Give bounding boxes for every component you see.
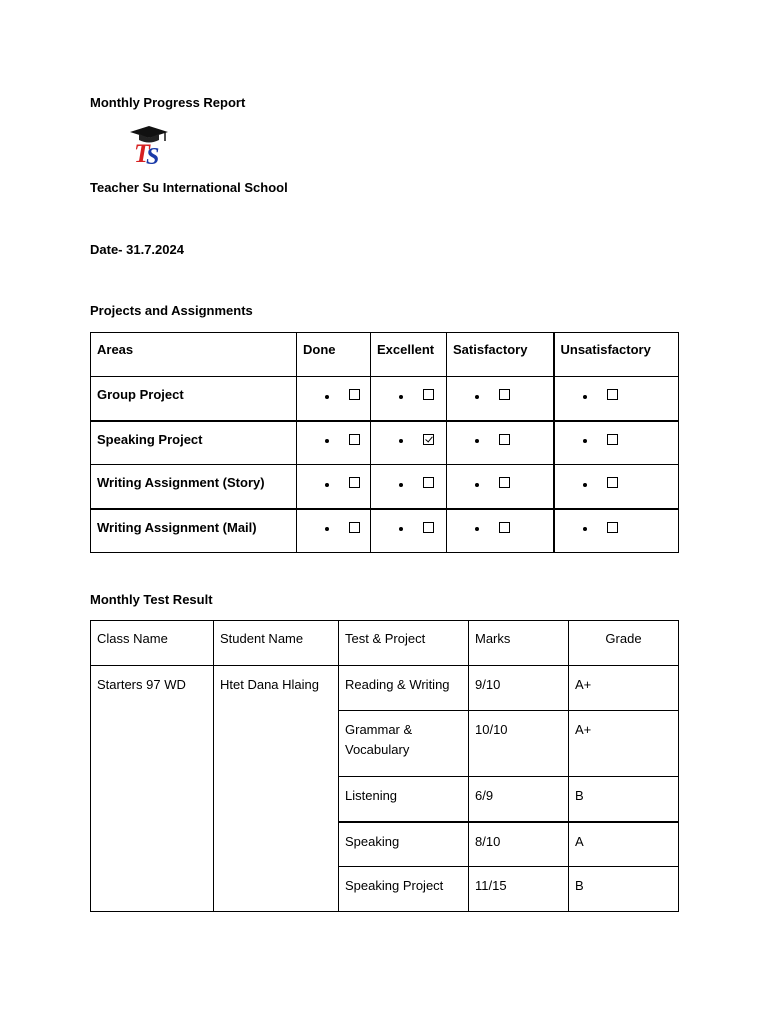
marks-cell: 10/10 (469, 711, 569, 777)
test-section-title: Monthly Test Result (90, 592, 213, 607)
table-row (91, 465, 679, 509)
bullet-icon (399, 527, 403, 531)
header-done: Done (297, 333, 371, 377)
grade-cell: A+ (569, 666, 679, 711)
checkbox[interactable] (349, 389, 360, 400)
bullet-icon (583, 483, 587, 487)
header-class-name: Class Name (91, 621, 214, 666)
bullet-icon (583, 439, 587, 443)
header-test-project: Test & Project (339, 621, 469, 666)
checkbox[interactable] (349, 477, 360, 488)
header-marks: Marks (469, 621, 569, 666)
checkbox[interactable] (423, 522, 434, 533)
bullet-icon (325, 483, 329, 487)
header-excellent: Excellent (371, 333, 447, 377)
checkbox-checked[interactable] (423, 434, 434, 445)
test-cell: Reading & Writing (339, 666, 469, 711)
grade-cell: A+ (569, 711, 679, 777)
test-header-row (91, 621, 679, 666)
marks-cell: 9/10 (469, 666, 569, 711)
checkbox[interactable] (349, 522, 360, 533)
area-label: Writing Assignment (Mail) (91, 509, 297, 553)
marks-cell: 6/9 (469, 777, 569, 822)
checkbox[interactable] (499, 389, 510, 400)
bullet-icon (583, 395, 587, 399)
bullet-icon (325, 527, 329, 531)
test-results-table (90, 620, 679, 912)
table-row (91, 666, 679, 711)
student-name-cell: Htet Dana Hlaing (214, 666, 339, 912)
grade-cell: B (569, 867, 679, 912)
area-label: Writing Assignment (Story) (91, 465, 297, 509)
checkbox[interactable] (499, 477, 510, 488)
school-logo (128, 124, 170, 168)
checkbox[interactable] (423, 389, 434, 400)
header-areas: Areas (91, 333, 297, 377)
bullet-icon (325, 439, 329, 443)
projects-table (90, 332, 679, 553)
marks-cell: 11/15 (469, 867, 569, 912)
bullet-icon (475, 527, 479, 531)
bullet-icon (399, 395, 403, 399)
svg-text:T: T (134, 139, 150, 168)
header-satisfactory: Satisfactory (447, 333, 554, 377)
checkbox[interactable] (607, 522, 618, 533)
header-student-name: Student Name (214, 621, 339, 666)
checkbox[interactable] (607, 389, 618, 400)
checkbox[interactable] (499, 434, 510, 445)
checkbox[interactable] (349, 434, 360, 445)
bullet-icon (475, 395, 479, 399)
projects-section-title: Projects and Assignments (90, 303, 253, 318)
test-cell: Listening (339, 777, 469, 822)
school-name: Teacher Su International School (90, 180, 288, 195)
checkbox[interactable] (423, 477, 434, 488)
header-unsatisfactory: Unsatisfactory (554, 333, 679, 377)
svg-text:S: S (146, 144, 160, 168)
report-date: Date- 31.7.2024 (90, 242, 184, 257)
marks-cell: 8/10 (469, 822, 569, 867)
bullet-icon (475, 439, 479, 443)
checkbox[interactable] (607, 434, 618, 445)
test-cell: Speaking Project (339, 867, 469, 912)
bullet-icon (399, 439, 403, 443)
bullet-icon (475, 483, 479, 487)
area-label: Group Project (91, 377, 297, 421)
test-cell: Grammar & Vocabulary (339, 711, 469, 777)
bullet-icon (399, 483, 403, 487)
test-cell: Speaking (339, 822, 469, 867)
checkbox[interactable] (499, 522, 510, 533)
area-label: Speaking Project (91, 421, 297, 465)
bullet-icon (583, 527, 587, 531)
projects-header-row (91, 333, 679, 377)
table-row (91, 421, 679, 465)
checkbox[interactable] (607, 477, 618, 488)
table-row (91, 509, 679, 553)
class-name-cell: Starters 97 WD (91, 666, 214, 912)
report-title: Monthly Progress Report (90, 95, 246, 110)
table-row (91, 377, 679, 421)
bullet-icon (325, 395, 329, 399)
header-grade: Grade (569, 621, 679, 666)
graduation-cap-icon (128, 124, 170, 168)
grade-cell: B (569, 777, 679, 822)
grade-cell: A (569, 822, 679, 867)
